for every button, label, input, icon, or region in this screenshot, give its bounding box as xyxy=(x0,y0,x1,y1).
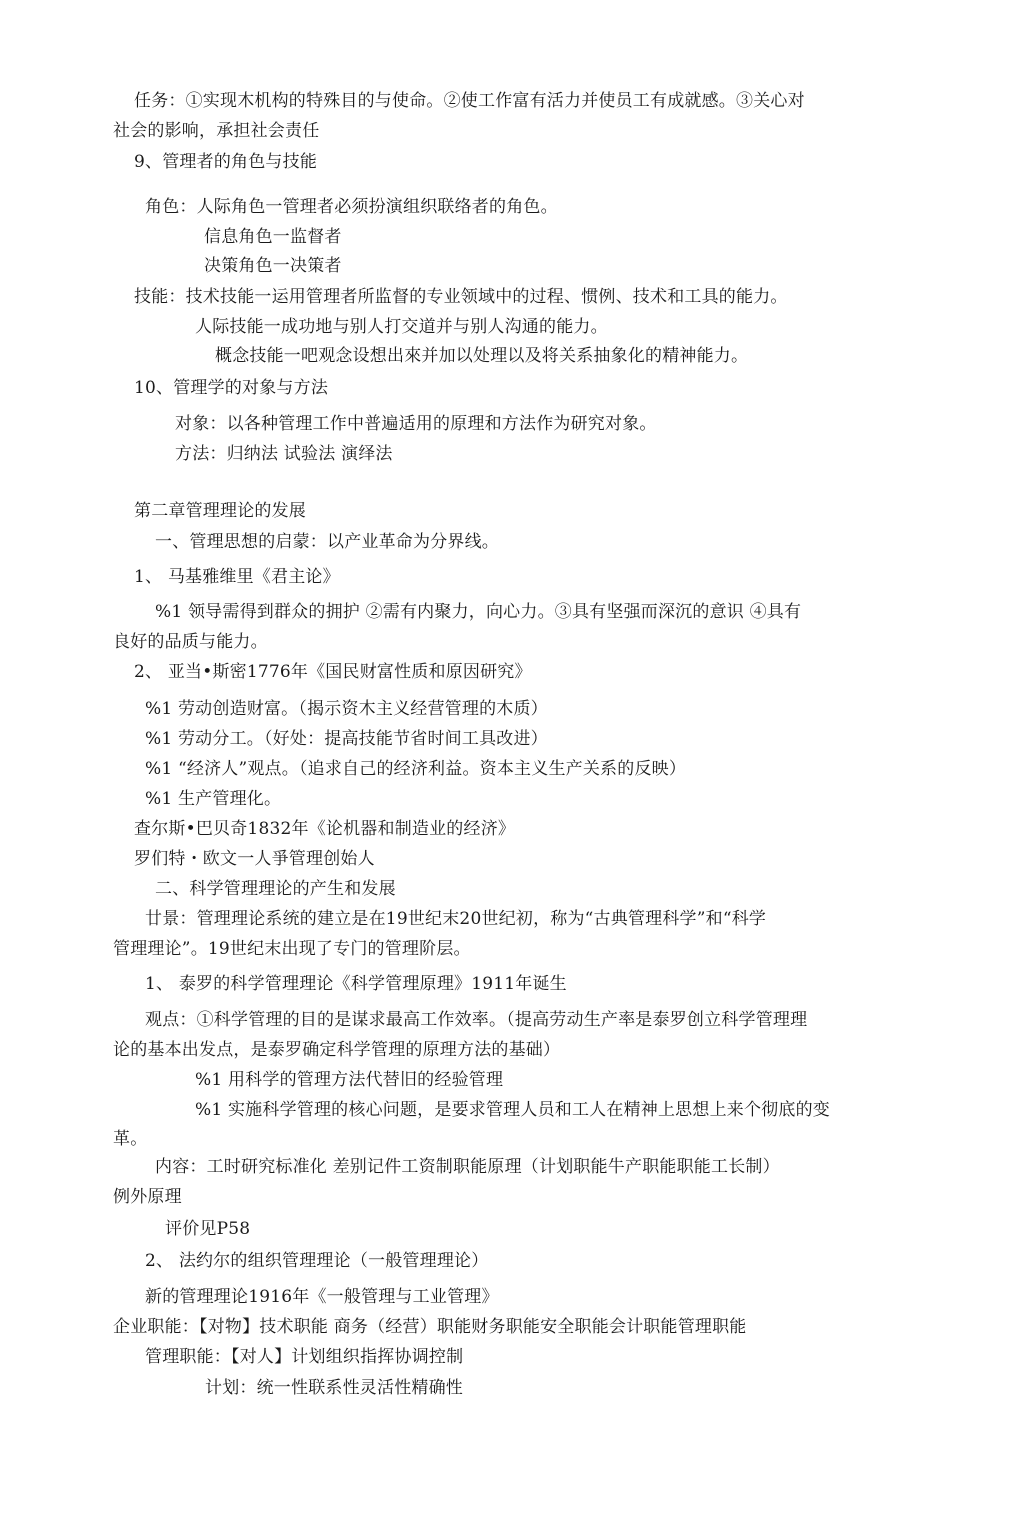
text-line: 概念技能一吧观念设想出來并加以处理以及将关系抽象化的精神能力。 xyxy=(215,346,749,366)
text-line: 技能：技术技能一运用管理者所监督的专业领域中的过程、惯例、技术和工具的能力。 xyxy=(134,287,788,307)
text-line: %1 劳动创造财富。（揭示资木主义经营管理的木质） xyxy=(145,699,548,719)
text-line: 评价见P58 xyxy=(165,1219,251,1239)
text-line: 管理理论”。19世纪末出现了专门的管理阶层。 xyxy=(113,939,471,959)
text-line: %1 用科学的管理方法代替旧的经验管理 xyxy=(195,1070,504,1090)
text-line: 观点：①科学管理的目的是谋求最高工作效率。（提高劳动生产率是泰罗创立科学管理理 xyxy=(145,1010,808,1030)
section-heading: 1、 马基雅维里《君主论》 xyxy=(134,567,340,587)
section-heading: 10、管理学的对象与方法 xyxy=(134,378,329,398)
text-line: %1 劳动分工。（好处：提高技能节省时间工具改进） xyxy=(145,729,548,749)
text-line: 革。 xyxy=(113,1129,148,1149)
text-line: %1 生产管理化。 xyxy=(145,789,282,809)
text-line: 廿景：管理理论系统的建立是在19世纪末20世纪初，称为“古典管理科学”和“科学 xyxy=(145,909,767,929)
text-line: %1 领导需得到群众的拥护 ②需有内聚力，向心力。③具有坚强而深沉的意识 ④具有 xyxy=(155,602,802,622)
section-heading: 一、管理思想的启蒙：以产业革命为分界线。 xyxy=(155,532,499,552)
text-line: 内容：工时研究标准化 差别记件工资制职能原理（计划职能牛产职能职能工长制） xyxy=(155,1157,780,1177)
text-line: 罗们特・欧文一人爭管理创始人 xyxy=(134,849,375,869)
section-heading: 1、 泰罗的科学管理理论《科学管理原理》1911年诞生 xyxy=(145,974,567,994)
text-line: 查尔斯•巴贝奇1832年《论机器和制造业的经济》 xyxy=(134,819,516,839)
text-line: 社会的影响，承担社会责任 xyxy=(113,121,320,141)
text-line: 方法：归纳法 试验法 演绎法 xyxy=(175,444,393,464)
section-heading: 2、 亚当•斯密1776年《国民财富性质和原因研究》 xyxy=(134,662,532,682)
text-line: %1 “经济人”观点。（追求自己的经济利益。资本主义生产关系的反映） xyxy=(145,759,687,779)
chapter-heading: 第二章管理理论的发展 xyxy=(134,501,306,521)
text-line: 对象：以各种管理工作中普遍适用的原理和方法作为研究对象。 xyxy=(175,414,657,434)
text-line: 人际技能一成功地与别人打交道并与别人沟通的能力。 xyxy=(195,317,608,337)
text-line: 企业职能：【对物】技术职能 商务（经营）职能财务职能安全职能会计职能管理职能 xyxy=(113,1317,747,1337)
text-line: 例外原理 xyxy=(113,1187,182,1207)
text-line: 管理职能：【对人】计划组织指挥协调控制 xyxy=(145,1347,464,1367)
section-heading: 2、 法约尔的组织管理理论（一般管理理论） xyxy=(145,1251,489,1271)
text-line: 信息角色一监督者 xyxy=(204,227,342,247)
text-line: 计划：统一性联系性灵活性精确性 xyxy=(205,1378,463,1398)
text-line: 论的基本出发点，是泰罗确定科学管理的原理方法的基础） xyxy=(113,1040,561,1060)
text-line: 角色：人际角色一管理者必须扮演组织联络者的角色。 xyxy=(145,197,558,217)
text-line: 决策角色一决策者 xyxy=(204,256,342,276)
text-line: 良好的品质与能力。 xyxy=(113,632,268,652)
text-line: 任务：①实现木机构的特殊目的与使命。②使工作富有活力并使员工有成就感。③关心对 xyxy=(134,91,805,111)
text-line: %1 实施科学管理的核心问题，是要求管理人员和工人在精神上思想上来个彻底的变 xyxy=(195,1100,830,1120)
section-heading: 9、管理者的角色与技能 xyxy=(134,152,318,172)
section-heading: 二、科学管理理论的产生和发展 xyxy=(155,879,396,899)
text-line: 新的管理理论1916年《一般管理与工业管理》 xyxy=(145,1287,499,1307)
